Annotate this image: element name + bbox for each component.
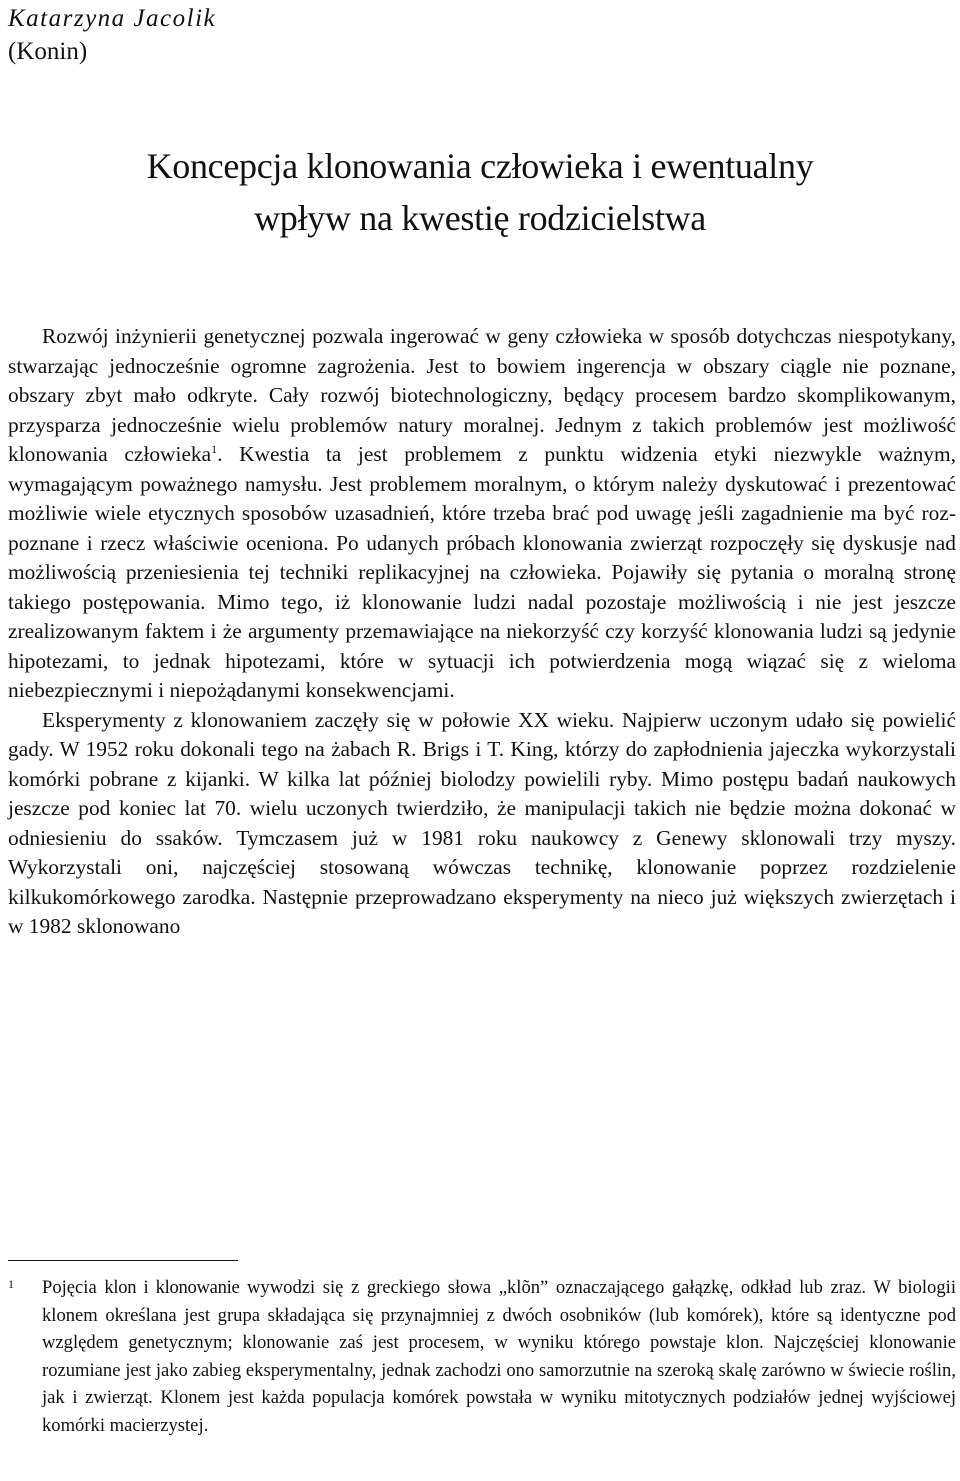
paragraph-1 xyxy=(8,322,956,706)
footnote-term: klon i klonowanie xyxy=(104,1277,240,1298)
author-name: Katarzyna Jacolik xyxy=(8,5,217,32)
paragraph-1-part-b: . Kwestia ta jest problemem z punktu widzenia etyki niezwykle ważnym, wymagającym poważnego namysłu. Jest problemem moralnym, o którym należy dyskutować i prezentować możliwie wiele etycznych sposobów uzasadnień, które trzeba brać pod uwagę jeśli zagadnienie ma być rozpoznane i rzecz właściwie oceniona. Po udanych próbach klonowania zwierząt rozpoczęły się dyskusje nad możliwością przeniesienia tej techniki replikacyjnej na człowieka. Pojawiły się pytania o moralną stronę takiego postępowania. Mimo tego, iż klonowanie ludzi nadal pozostaje możliwością i nie jest jeszcze zrealizowanym faktem i że argumenty przemawiające na niekorzyść czy korzyść klonowania ludzi są jedynie hipotezami, to jednak hipotezami, które w sytuacji ich potwierdzenia mogą wiązać się z wieloma niebezpiecznymi i niepożądanymi konsekwencjami. xyxy=(8,442,956,702)
title-line-2: wpływ na kwestię rodzicielstwa xyxy=(254,198,706,238)
paragraph-1-part-a: Rozwój inżynierii genetycznej pozwala ingerować w geny człowieka w sposób dotychczas niespotykany, stwarzając jednocześnie ogromne zagrożenia. Jest to bowiem ingerencja w obszary ciągle nie poznane, obszary zbyt mało odkryte. Cały rozwój biotechnologiczny, będący procesem bardzo skomplikowanym, przysparza jednocześnie wielu problemów natury moralnej. Jednym z takich problemów jest możliwość klonowania człowieka xyxy=(8,324,956,466)
footnote-reference[interactable]: 1 xyxy=(211,441,218,456)
author-city: (Konin) xyxy=(8,38,88,65)
footnote-text xyxy=(42,1274,956,1440)
footnote-separator xyxy=(8,1260,238,1261)
footnote xyxy=(8,1274,956,1440)
footnote-number: 1 xyxy=(8,1277,14,1291)
footnote-lead: Pojęcia xyxy=(42,1277,105,1298)
author-block xyxy=(8,2,216,68)
title-line-1: Koncepcja klonowania człowieka i ewentualny xyxy=(146,146,814,186)
footnote-body: wywodzi się z greckiego słowa „klõn” oznaczającego gałązkę, odkład lub zraz. W biologii klonem określana jest grupa składająca się przynajmniej z dwóch osobników (lub komórek), które są identyczne pod względem genetycznym; klonowanie zaś jest procesem, w wyniku którego powstaje klon. Najczęściej klonowanie rozumiane jest jako zabieg eksperymentalny, jednak zachodzi ono samorzutnie na szeroką skalę zarówno w świecie roślin, jak i zwierząt. Klonem jest każda populacja komórek powstała w wyniku mitotycznych podziałów jednej wyjściowej komórki macierzystej. xyxy=(42,1277,956,1436)
article-body xyxy=(8,322,956,942)
article-title xyxy=(40,140,920,244)
paragraph-2: Eksperymenty z klonowaniem zaczęły się w połowie XX wieku. Najpierw uczonym udało się powielić gady. W 1952 roku dokonali tego na żabach R. Brigs i T. King, którzy do zapłodnienia jajeczka wykorzystali komórki pobrane z kijanki. W kilka lat później biolodzy powielili ryby. Mimo postępu badań naukowych jeszcze pod koniec lat 70. wielu uczonych twierdziło, że manipulacji takich nie będzie można dokonać w odniesieniu do ssaków. Tymczasem już w 1981 roku naukowcy z Genewy sklonowali trzy myszy. Wykorzystali oni, najczęściej stosowaną wówczas technikę, klonowanie poprzez rozdzielenie kilkukomórkowego zarodka. Następnie przeprowadzano eksperymenty na nieco już większych zwierzętach i w 1982 sklonowano xyxy=(8,707,956,938)
